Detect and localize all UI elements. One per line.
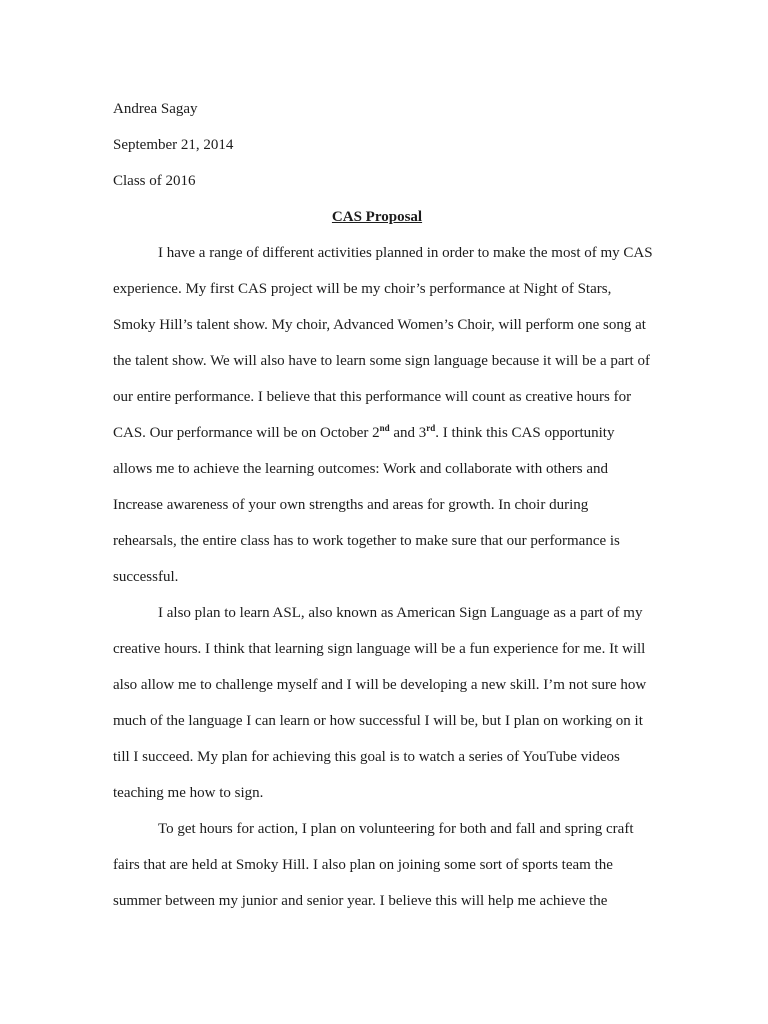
paragraph-2 [113,595,647,811]
paragraph-line: much of the language I can learn or how successful I will be, but I plan on working on it [113,713,643,729]
paragraph-line: also allow me to challenge myself and I will be developing a new skill. I’m not sure how [113,677,647,693]
paragraph-line: till I succeed. My plan for achieving this goal is to watch a series of YouTube videos [113,749,620,765]
paragraph-line: experience. My first CAS project will be my choir’s performance at Night of Stars, [113,281,612,297]
document-body [113,91,653,919]
text-run: . I think this CAS opportunity [435,425,615,441]
text-run: and 3 [389,425,427,441]
paragraph-line: Increase awareness of your own strengths and areas for growth. In choir during [113,497,589,513]
paragraph-line: To get hours for action, I plan on volunteering for both and fall and spring craft [158,821,634,837]
author-name: Andrea Sagay [113,101,198,117]
ordinal-suffix: nd [379,423,390,433]
class-year: Class of 2016 [113,173,196,189]
paragraph-line: teaching me how to sign. [113,785,264,801]
paragraph-3 [113,811,641,919]
paragraph-line: our entire performance. I believe that this performance will count as creative hours for [113,389,632,405]
ordinal-suffix: rd [426,423,436,433]
paragraph-line: fairs that are held at Smoky Hill. I also plan on joining some sort of sports team the [113,857,613,873]
paragraph-line: creative hours. I think that learning sign language will be a fun experience for me. It will [113,641,646,657]
paragraph-line: Smoky Hill’s talent show. My choir, Advanced Women’s Choir, will perform one song at [113,317,646,333]
paragraph-line: the talent show. We will also have to learn some sign language because it will be a part of [113,353,650,369]
paragraph-line: successful. [113,569,179,585]
text-run: CAS. Our performance will be on October 2 [113,425,380,441]
document-date: September 21, 2014 [113,137,234,153]
paragraph-1 [113,235,653,595]
paragraph-line: rehearsals, the entire class has to work together to make sure that our performance is [113,533,620,549]
paragraph-line: summer between my junior and senior year. I believe this will help me achieve the [113,893,608,909]
document-title: CAS Proposal [331,209,423,225]
paragraph-line: allows me to achieve the learning outcomes: Work and collaborate with others and [113,461,609,477]
title-line [113,199,641,235]
paragraph-line [113,415,641,451]
paragraph-line: I have a range of different activities planned in order to make the most of my CAS [158,245,653,261]
paragraph-line: I also plan to learn ASL, also known as American Sign Language as a part of my [158,605,643,621]
